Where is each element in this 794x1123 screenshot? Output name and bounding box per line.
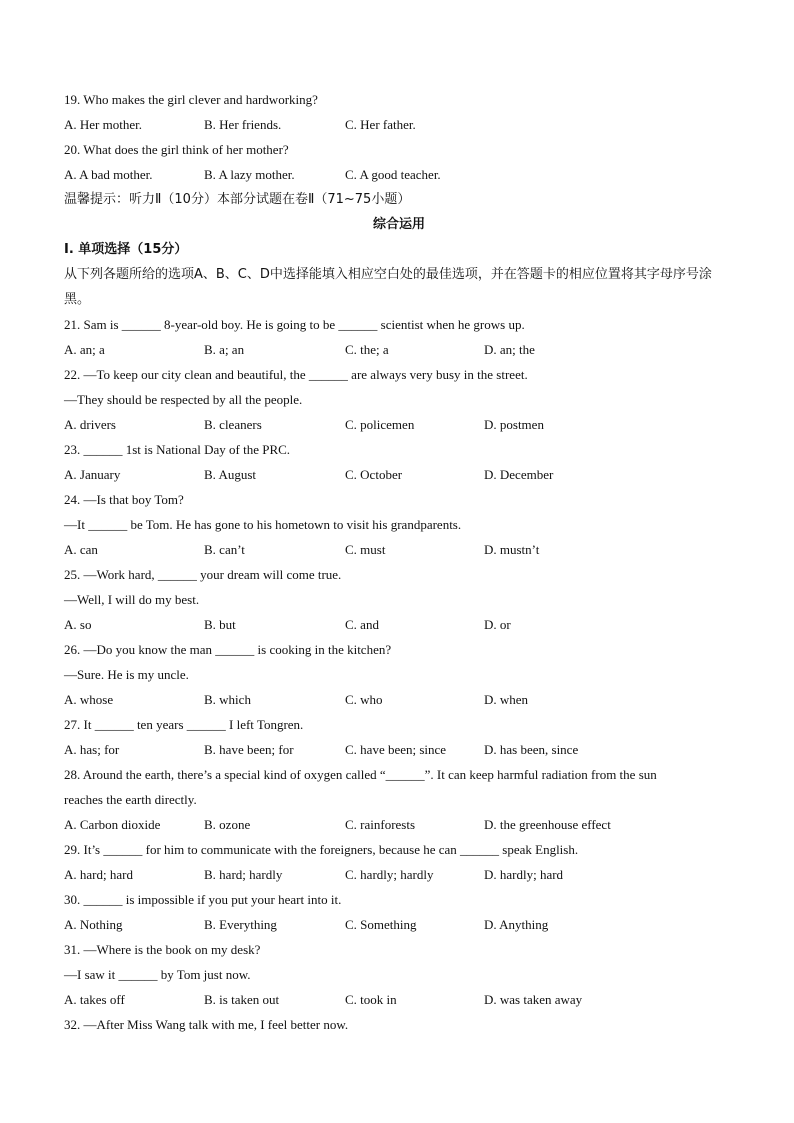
question-stem: 21. Sam is ______ 8-year-old boy. He is going to be ______ scientist when he grows up. [64,317,525,332]
question-line: reaches the earth directly. [64,792,197,807]
option-c: C. have been; since [345,742,447,757]
option-c: C. hardly; hardly [345,867,434,882]
option-c: C. must [345,542,386,557]
option-b: B. August [204,467,257,482]
exam-page [64,87,734,1037]
option-b: B. which [204,692,251,707]
option-c: C. who [345,692,383,707]
option-b: B. Everything [204,917,277,932]
option-a: A. A bad mother. [64,167,153,182]
question-list [64,312,734,1037]
option-c: C. rainforests [345,817,416,832]
option-a: A. can [64,542,98,557]
option-a: A. takes off [64,992,125,1007]
question-line: —I saw it ______ by Tom just now. [64,967,251,982]
question-20-stem: 20. What does the girl think of her mother? [64,142,289,157]
option-b: B. is taken out [204,992,280,1007]
question-options [64,687,734,712]
question-stem: 31. —Where is the book on my desk? [64,942,261,957]
question-line: —They should be respected by all the people. [64,392,303,407]
question-stem: 30. ______ is impossible if you put your heart into it. [64,892,342,907]
question-options [64,987,734,1012]
listening-tip: 温馨提示：听力Ⅱ（10分）本部分试题在卷Ⅱ（71~75小题） [64,192,411,207]
option-a: A. Carbon dioxide [64,817,161,832]
option-b: B. hard; hardly [204,867,283,882]
section-title: 综合运用 [372,217,425,232]
option-b: B. A lazy mother. [204,167,295,182]
option-b: B. but [204,617,236,632]
question-19-stem: 19. Who makes the girl clever and hardworking? [64,92,318,107]
option-b: B. cleaners [204,417,262,432]
question-stem: 29. It’s ______ for him to communicate with the foreigners, because he can ______ speak English. [64,842,579,857]
option-c: C. the; a [345,342,389,357]
option-b: B. a; an [204,342,245,357]
question-stem: 25. —Work hard, ______ your dream will come true. [64,567,342,582]
question-options [64,337,734,362]
question-options [64,612,734,637]
option-a: A. an; a [64,342,105,357]
option-a: A. Her mother. [64,117,142,132]
option-a: A. hard; hard [64,867,133,882]
option-d: D. when [484,692,529,707]
question-options [64,812,734,837]
question-19-options [64,112,734,137]
question-options [64,537,734,562]
option-d: D. postmen [484,417,544,432]
question-stem: 22. —To keep our city clean and beautiful, the ______ are always very busy in the street. [64,367,528,382]
option-a: A. whose [64,692,114,707]
option-d: D. Anything [484,917,549,932]
option-a: A. has; for [64,742,120,757]
question-line: —Well, I will do my best. [64,592,200,607]
option-c: C. Her father. [345,117,416,132]
option-c: C. policemen [345,417,415,432]
option-d: D. an; the [484,342,535,357]
option-c: C. and [345,617,379,632]
question-stem: 28. Around the earth, there’s a special kind of oxygen called “______”. It can keep harmful radiation from the sun [64,767,657,782]
option-b: B. can’t [204,542,245,557]
option-c: C. Something [345,917,417,932]
option-d: D. December [484,467,554,482]
option-a: A. January [64,467,121,482]
question-stem: 26. —Do you know the man ______ is cooking in the kitchen? [64,642,392,657]
option-a: A. Nothing [64,917,123,932]
option-a: A. so [64,617,92,632]
question-stem: 23. ______ 1st is National Day of the PRC. [64,442,291,457]
option-b: B. ozone [204,817,251,832]
part-heading: Ⅰ. 单项选择（15分） [64,242,188,257]
question-stem: 24. —Is that boy Tom? [64,492,184,507]
question-options [64,912,734,937]
question-options [64,737,734,762]
question-stem: 32. —After Miss Wang talk with me, I feel better now. [64,1017,349,1032]
instruction-text: 从下列各题所给的选项A、B、C、D中选择能填入相应空白处的最佳选项，并在答题卡的相应位置将其字母序号涂黑。 [64,267,712,307]
option-b: B. Her friends. [204,117,282,132]
option-a: A. drivers [64,417,116,432]
question-options [64,862,734,887]
question-options [64,412,734,437]
question-stem: 27. It ______ ten years ______ I left Tongren. [64,717,304,732]
option-c: C. A good teacher. [345,167,441,182]
option-b: B. have been; for [204,742,294,757]
option-d: D. has been, since [484,742,579,757]
option-c: C. took in [345,992,397,1007]
question-20-options [64,162,734,187]
option-d: D. or [484,617,511,632]
option-d: D. was taken away [484,992,583,1007]
question-line: —Sure. He is my uncle. [64,667,189,682]
option-d: D. hardly; hard [484,867,564,882]
option-d: D. the greenhouse effect [484,817,611,832]
question-line: —It ______ be Tom. He has gone to his hometown to visit his grandparents. [64,517,462,532]
option-d: D. mustn’t [484,542,540,557]
question-options [64,462,734,487]
option-c: C. October [345,467,403,482]
